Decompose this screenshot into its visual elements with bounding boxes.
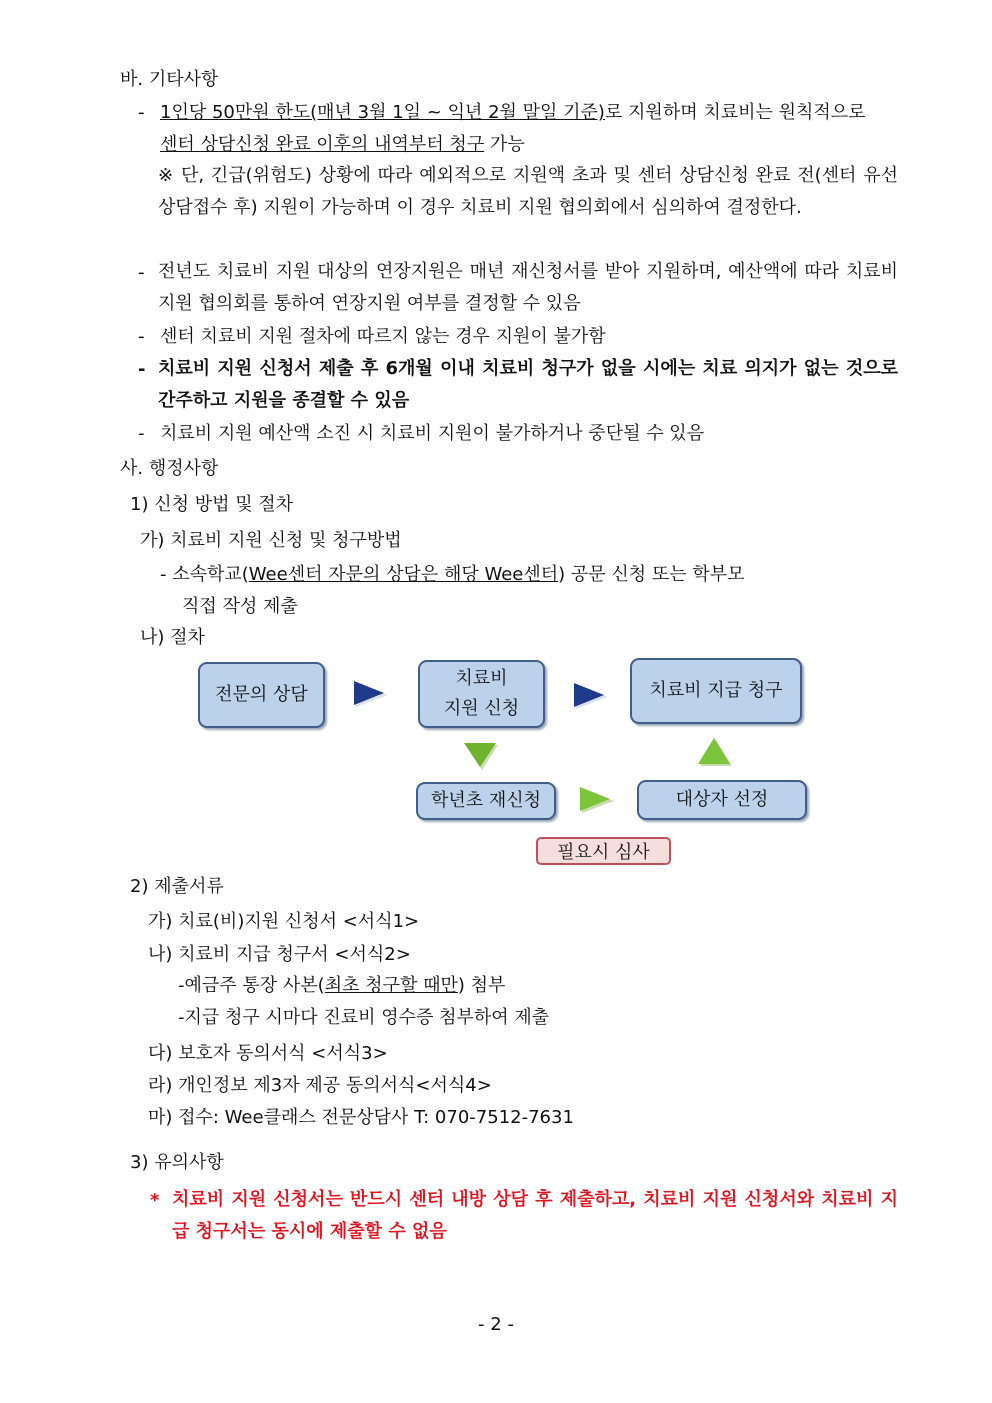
flow-step-consult-label: 전문의 상담 <box>215 684 308 705</box>
arrow-right-icon <box>572 682 612 712</box>
flow-step-select-label: 대상자 선정 <box>675 789 769 810</box>
flow-review-label: 필요시 심사 <box>557 842 650 863</box>
flow-step-select <box>637 780 807 820</box>
arrow-up-icon <box>696 736 736 768</box>
doc-item-2-sub-1 <box>178 973 505 999</box>
ba-item-1-line2 <box>160 132 525 158</box>
ba-item-4: 치료비 지원 신청서 제출 후 6개월 이내 치료비 청구가 없을 시에는 치료 의지가 없는 것으로 간주하고 지원을 종결할 수 있음 <box>158 358 898 411</box>
note-text: 치료비 지원 신청서는 반드시 센터 내방 상담 후 제출하고, 치료비 지원 신청서와 치료비 지급 청구서는 동시에 제출할 수 없음 <box>172 1189 898 1242</box>
apply-method-b: Wee센터 자문의 상담은 해당 Wee센터 <box>248 564 559 585</box>
apply-method-item-line1 <box>160 562 898 588</box>
claim-scope-tail: 가능 <box>484 134 525 155</box>
doc-item-5-contact: 마) 접수: Wee클래스 전문상담사 T: 070-7512-7631 <box>148 1107 574 1128</box>
procedure-heading: 나) 절차 <box>140 627 205 648</box>
flow-review-badge <box>536 837 671 865</box>
doc-item-4: 라) 개인정보 제3자 제공 동의서식<서식4> <box>148 1075 492 1096</box>
dash: - <box>138 326 145 347</box>
arrow-right-icon <box>578 786 618 816</box>
dash: - <box>138 423 145 444</box>
section-title-ba: 바. 기타사항 <box>120 69 219 90</box>
sub-title-apply: 1) 신청 방법 및 절차 <box>130 494 294 515</box>
bankbook-copy-text: -예금주 통장 사본( <box>178 975 325 996</box>
first-claim-only-text: 최초 청구할 때만 <box>324 975 458 996</box>
doc-item-1: 가) 치료(비)지원 신청서 <서식1> <box>148 911 420 932</box>
flow-step-apply <box>418 660 545 728</box>
ba-item-2: 전년도 치료비 지원 대상의 연장지원은 매년 재신청서를 받아 지원하며, 예산액에 따라 치료비 지원 협의회를 통하여 연장지원 여부를 결정할 수 있음 <box>158 261 898 314</box>
ba-item-3: 센터 치료비 지원 절차에 따르지 않는 경우 지원이 불가함 <box>160 326 606 347</box>
note-star: * <box>150 1190 160 1211</box>
dash: - <box>138 262 145 283</box>
apply-method-a: - 소속학교( <box>160 564 249 585</box>
support-limit-text: 1인당 50만원 한도(매년 3월 1일 ~ 익년 2월 말일 기준) <box>160 102 605 123</box>
sub-title-notes: 3) 유의사항 <box>130 1152 224 1173</box>
bankbook-copy-tail: ) 첨부 <box>457 975 506 996</box>
doc-item-2-sub-2: -지급 청구 시마다 진료비 영수증 첨부하여 제출 <box>178 1007 550 1028</box>
doc-item-2: 나) 치료비 지급 청구서 <서식2> <box>148 944 411 965</box>
flow-step-apply-label-1: 치료비 <box>455 668 508 689</box>
flow-step-reapply <box>416 782 556 820</box>
page-number: - 2 - <box>478 1314 514 1335</box>
apply-method-c: ) 공문 신청 또는 학부모 <box>558 564 745 585</box>
sub-title-documents: 2) 제출서류 <box>130 876 224 897</box>
ba-item-1-line1 <box>160 100 898 126</box>
support-limit-tail: 로 지원하며 치료비는 원칙적으로 <box>604 102 866 123</box>
dash: - <box>138 359 146 380</box>
flow-step-claim-label: 치료비 지급 청구 <box>649 680 783 701</box>
doc-item-3: 다) 보호자 동의서식 <서식3> <box>148 1043 388 1064</box>
arrow-down-icon <box>462 742 502 772</box>
flow-step-claim <box>630 658 802 724</box>
flow-step-apply-label-2: 지원 신청 <box>443 698 520 719</box>
dash: - <box>138 102 145 123</box>
claim-scope-text: 센터 상담신청 완료 이후의 내역부터 청구 <box>160 134 485 155</box>
ba-item-5: 치료비 지원 예산액 소진 시 치료비 지원이 불가하거나 중단될 수 있음 <box>160 423 705 444</box>
ba-note: ※ 단, 긴급(위험도) 상황에 따라 예외적으로 지원액 초과 및 센터 상담신청 완료 전(센터 유선 상담접수 후) 지원이 가능하며 이 경우 치료비 지원 협의회에서 심의하여 결정한다. <box>158 165 898 218</box>
flow-step-reapply-label: 학년초 재신청 <box>430 790 542 811</box>
apply-method-heading: 가) 치료비 지원 신청 및 청구방법 <box>140 530 402 551</box>
arrow-right-icon <box>352 680 392 710</box>
apply-method-item-line2: 직접 작성 제출 <box>182 596 298 617</box>
section-title-sa: 사. 행정사항 <box>120 458 219 479</box>
flow-step-consult <box>198 662 325 728</box>
